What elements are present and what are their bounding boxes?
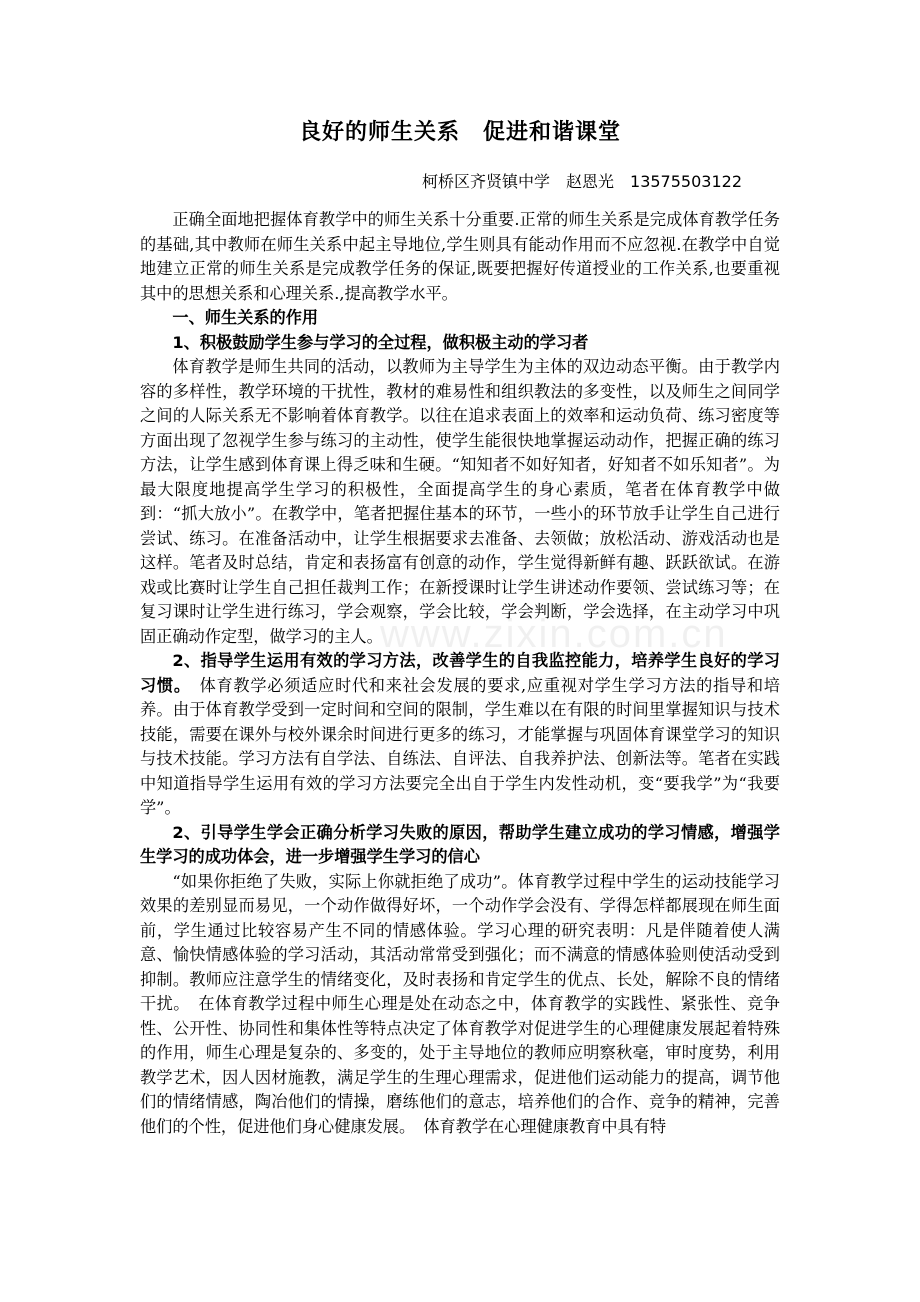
section-heading: 一、师生关系的作用 (172, 308, 319, 327)
intro-paragraph: 正确全面地把握体育教学中的师生关系十分重要.正常的师生关系是完成体育教学任务的基础,其中教师在师生关系中起主导地位,学生则具有能动作用而不应忽视.在教学中自觉地建立正常的师生关系是完成教学任务的保证,既要把握好传道授业的工作关系,也要重视其中的思想关系和心理关系.,提高教学水平。 (140, 210, 780, 303)
document-title: 良好的师生关系 促进和谐课堂 (298, 120, 621, 145)
watermark: www.zixin.com.cn (380, 612, 728, 656)
subsection-heading-3: 2、引导学生学会正确分析学习失败的原因，帮助学生建立成功的学习情感，增强学生学习的成功体会，进一步增强学生学习的信心 (140, 822, 780, 866)
subsection-heading-2: 2、指导学生运用有效的学习方法，改善学生的自我监控能力，培养学生良好的学习习惯。 (140, 651, 780, 695)
document-body (140, 208, 780, 1139)
subsection-heading-1: 1、积极鼓励学生参与学习的全过程，做积极主动的学习者 (172, 332, 589, 352)
body-paragraph-3: “如果你拒绝了失败，实际上你就拒绝了成功”。体育教学过程中学生的运动技能学习效果的差别显而易见，一个动作做得好坏，一个动作学会没有、学得怎样都展现在师生面前，学生通过比较容易产生不同的情感体验。学习心理的研究表明：凡是伴随着使人满意、愉快情感体验的学习活动，其活动常常受到强化；而不满意的情感体验则使活动受到抑制。教师应注意学生的情绪变化，及时表扬和肯定学生的优点、长处，解除不良的情绪干扰。 在体育教学过程中师生心理是处在动态之中，体育教学的实践性、紧张性、竞争性、公开性、协同性和集体性等特点决定了体育教学对促进学生的心理健康发展起着特殊的作用，师生心理是复杂的、多变的，处于主导地位的教师应明察秋毫，审时度势，利用教学艺术，因人因材施教，满足学生的生理心理需求，促进他们运动能力的提高，调节他们的情绪情感，陶冶他们的情操，磨练他们的意志，培养他们的合作、竞争的精神，完善他们的个性，促进他们身心健康发展。 体育教学在心理健康教育中具有特 (140, 871, 780, 1136)
body-paragraph-2 (140, 649, 780, 821)
body-paragraph-1: 体育教学是师生共同的活动，以教师为主导学生为主体的双边动态平衡。由于教学内容的多样性，教学环境的干扰性，教材的难易性和组织教法的多变性，以及师生之间同学之间的人际关系无不影响着体育教学。以往在追求表面上的效率和运动负荷、练习密度等方面出现了忽视学生参与练习的主动性，使学生能很快地掌握运动动作，把握正确的练习方法，让学生感到体育课上得乏味和生硬。“知知者不如好知者，好知者不如乐知者”。为最大限度地提高学生学习的积极性，全面提高学生的身心素质，笔者在体育教学中做到：“抓大放小”。在教学中，笔者把握住基本的环节，一些小的环节放手让学生自己进行尝试、练习。在准备活动中，让学生根据要求去准备、去领做；放松活动、游戏活动也是这样。笔者及时总结，肯定和表扬富有创意的动作，学生觉得新鲜有趣、跃跃欲试。在游戏或比赛时让学生自己担任裁判工作；在新授课时让学生讲述动作要领、尝试练习等；在复习课时让学生进行练习，学会观察，学会比较，学会判断，学会选择，在主动学习中巩固正确动作定型，做学习的主人。 (140, 357, 780, 646)
author-byline: 柯桥区齐贤镇中学 赵恩光 13575503122 (422, 172, 742, 191)
body-paragraph-2-text: 体育教学必须适应时代和来社会发展的要求,应重视对学生学习方法的指导和培养。由于体育教学受到一定时间和空间的限制，学生难以在有限的时间里掌握知识与技术技能，需要在课外与校外课余时间进行更多的练习，才能掌握与巩固体育课堂学习的知识与技术技能。学习方法有自学法、自练法、自评法、自我养护法、创新法等。笔者在实践中知道指导学生运用有效的学习方法要完全出自于学生内发性动机，变“要我学”为“我要学”。 (140, 675, 780, 817)
